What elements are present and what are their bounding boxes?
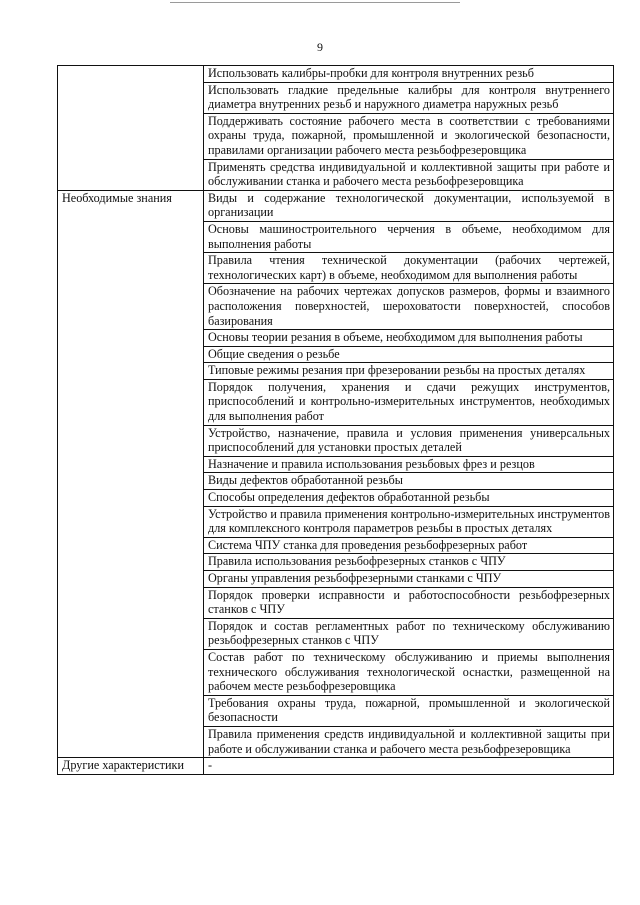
knowledge-item: Виды и содержание технологической документации, используемой в организации bbox=[204, 190, 614, 221]
skill-item: Поддерживать состояние рабочего места в соответствии с требованиями охраны труда, пожарной, промышленной и экологической безопасности, правилами организации рабочего места резьбофрезеровщика bbox=[204, 113, 614, 159]
knowledge-item: Обозначение на рабочих чертежах допусков размеров, формы и взаимного расположения поверхностей, шероховатости поверхностей, способов базирования bbox=[204, 284, 614, 330]
knowledge-item: Назначение и правила использования резьбовых фрез и резцов bbox=[204, 456, 614, 473]
knowledge-item: Общие сведения о резьбе bbox=[204, 346, 614, 363]
skill-item: Применять средства индивидуальной и коллективной защиты при работе и обслуживании станка и рабочего места резьбофрезеровщика bbox=[204, 159, 614, 190]
requirements-table-body bbox=[58, 66, 614, 775]
table-row bbox=[58, 66, 614, 83]
table-row bbox=[58, 758, 614, 775]
knowledge-item: Требования охраны труда, пожарной, промышленной и экологической безопасности bbox=[204, 695, 614, 726]
section-label-other: Другие характеристики bbox=[58, 758, 204, 775]
knowledge-item: Правила использования резьбофрезерных станков с ЧПУ bbox=[204, 554, 614, 571]
knowledge-item: Порядок получения, хранения и сдачи режущих инструментов, приспособлений и контрольно-измерительных инструментов, необходимых для выполнения работ bbox=[204, 379, 614, 425]
knowledge-item: Устройство и правила применения контрольно-измерительных инструментов для комплексного контроля параметров резьбы в простых деталях bbox=[204, 506, 614, 537]
table-row bbox=[58, 190, 614, 221]
knowledge-item: Состав работ по техническому обслуживанию и приемы выполнения технического обслуживания технологической оснастки, размещенной на рабочем месте резьбофрезеровщика bbox=[204, 649, 614, 695]
scan-edge-line bbox=[170, 2, 460, 3]
skill-item: Использовать калибры-пробки для контроля внутренних резьб bbox=[204, 66, 614, 83]
knowledge-item: Способы определения дефектов обработанной резьбы bbox=[204, 490, 614, 507]
knowledge-item: Основы теории резания в объеме, необходимом для выполнения работы bbox=[204, 330, 614, 347]
knowledge-item: Система ЧПУ станка для проведения резьбофрезерных работ bbox=[204, 537, 614, 554]
knowledge-item: Правила применения средств индивидуальной и коллективной защиты при работе и обслуживании станка и рабочего места резьбофрезеровщика bbox=[204, 726, 614, 757]
section-label-knowledge: Необходимые знания bbox=[58, 190, 204, 757]
knowledge-item: Порядок проверки исправности и работоспособности резьбофрезерных станков с ЧПУ bbox=[204, 587, 614, 618]
requirements-table bbox=[57, 65, 614, 775]
knowledge-item: Органы управления резьбофрезерными станками с ЧПУ bbox=[204, 571, 614, 588]
knowledge-item: Типовые режимы резания при фрезеровании резьбы на простых деталях bbox=[204, 363, 614, 380]
section-label-skills-continued bbox=[58, 66, 204, 191]
knowledge-item: Виды дефектов обработанной резьбы bbox=[204, 473, 614, 490]
page-number: 9 bbox=[317, 40, 323, 54]
knowledge-item: Правила чтения технической документации (рабочих чертежей, технологических карт) в объеме, необходимом для выполнения работы bbox=[204, 253, 614, 284]
skill-item: Использовать гладкие предельные калибры для контроля внутреннего диаметра внутренних резьб и наружного диаметра наружных резьб bbox=[204, 82, 614, 113]
knowledge-item: Основы машиностроительного черчения в объеме, необходимом для выполнения работы bbox=[204, 221, 614, 252]
knowledge-item: Порядок и состав регламентных работ по техническому обслуживанию резьбофрезерных станков с ЧПУ bbox=[204, 618, 614, 649]
other-characteristics-value: - bbox=[204, 758, 614, 775]
knowledge-item: Устройство, назначение, правила и условия применения универсальных приспособлений для установки простых деталей bbox=[204, 425, 614, 456]
